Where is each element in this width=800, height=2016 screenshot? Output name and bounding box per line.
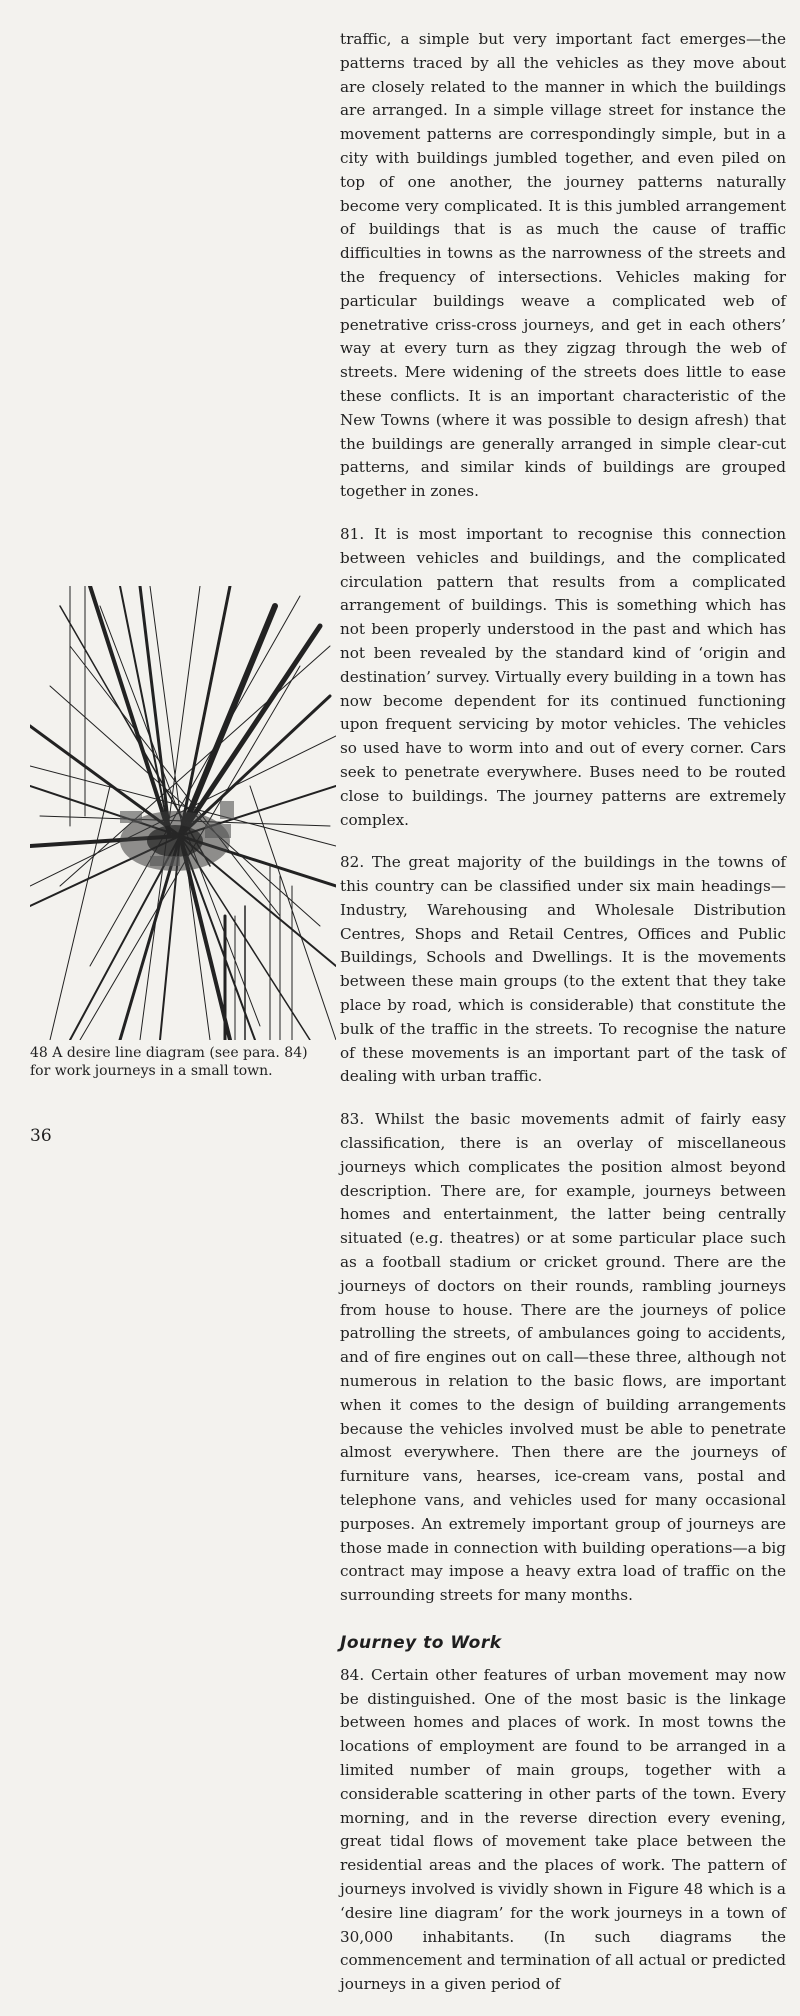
page-number: 36 bbox=[30, 1126, 52, 1146]
paragraph-82: 82. The great majority of the buildings in the towns of this country can be classified under six main headings—Industry, Warehousing and Wholesale Distribution Centres, Shops and Retail Centres, Offices and Public Buildings, Schools and Dwellings. It is the movements between these main groups (to the extent that they take place by road, which is considerable) that constitute the bulk of the traffic in the streets. To recognise the nature of these movements is an important part of the task of dealing with urban traffic. bbox=[340, 853, 786, 1086]
figure-caption: 48 A desire line diagram (see para. 84) for work journeys in a small town. bbox=[30, 1045, 308, 1079]
desire-line-diagram bbox=[30, 586, 336, 1040]
desire-line-diagram-svg bbox=[30, 586, 336, 1040]
section-heading: Journey to Work bbox=[340, 1633, 502, 1653]
paragraph-80-continuation: traffic, a simple but very important fact emerges—the patterns traced by all the vehicles as they move about are closely related to the manner in which the buildings are arranged. In a simple village street for instance the movement patterns are correspondingly simple, but in a city with buildings jumbled together, and even piled on top of one another, the journey patterns naturally become very complicated. It is this jumbled arrangement of buildings that is as much the cause of traffic difficulties in towns as the narrowness of the streets and the frequency of intersections. Vehicles making for particular buildings weave a complicated web of penetrative criss-cross journeys, and get in each others’ way at every turn as they zigzag through the web of streets. Mere widening of the streets does little to ease these conflicts. It is an important characteristic of the New Towns (where it was possible to design afresh) that the buildings are generally arranged in simple clear-cut patterns, and similar kinds of buildings are grouped together in zones. bbox=[340, 30, 786, 501]
body-text-column bbox=[340, 28, 786, 2016]
paragraph-81: 81. It is most important to recognise this connection between vehicles and buildings, and the complicated circulation pattern that results from a complicated arrangement of buildings. This is something which has not been properly understood in the past and which has not been revealed by the standard kind of ‘origin and destination’ survey. Virtually every building in a town has now become dependent for its continued functioning upon frequent servicing by motor vehicles. The vehicles so used have to worm into and out of every corner. Cars seek to penetrate everywhere. Buses need to be routed close to buildings. The journey patterns are extremely complex. bbox=[340, 524, 786, 829]
paragraph-83: 83. Whilst the basic movements admit of fairly easy classification, there is an overlay of miscellaneous journeys which complicates the position almost beyond description. There are, for example, journeys between homes and entertainment, the latter being centrally situated (e.g. theatres) or at some particular place such as a football stadium or cricket ground. There are the journeys of doctors on their rounds, rambling journeys from house to house. There are the journeys of police patrolling the streets, of ambulances going to accidents, and of fire engines out on call—these three, although not numerous in relation to the basic flows, are important when it comes to the design of building arrangements because the vehicles involved must be able to penetrate almost everywhere. Then there are the journeys of furniture vans, hearses, ice-cream vans, postal and telephone vans, and vehicles used for many occasional purposes. An extremely important group of journeys are those made in connection with building operations—a big contract may impose a heavy extra load of traffic on the surrounding streets for many months. bbox=[340, 1110, 786, 1605]
paragraph-84: 84. Certain other features of urban movement may now be distinguished. One of the most basic is the linkage between homes and places of work. In most towns the locations of employment are found to be arranged in a limited number of main groups, together with a considerable scattering in other parts of the town. Every morning, and in the reverse direction every evening, great tidal flows of movement take place between the residential areas and the places of work. The pattern of journeys involved is vividly shown in Figure 48 which is a ‘desire line diagram’ for the work journeys in a town of 30,000 inhabitants. (In such diagrams the commencement and termination of all actual or predicted journeys in a given period of bbox=[340, 1665, 786, 1994]
